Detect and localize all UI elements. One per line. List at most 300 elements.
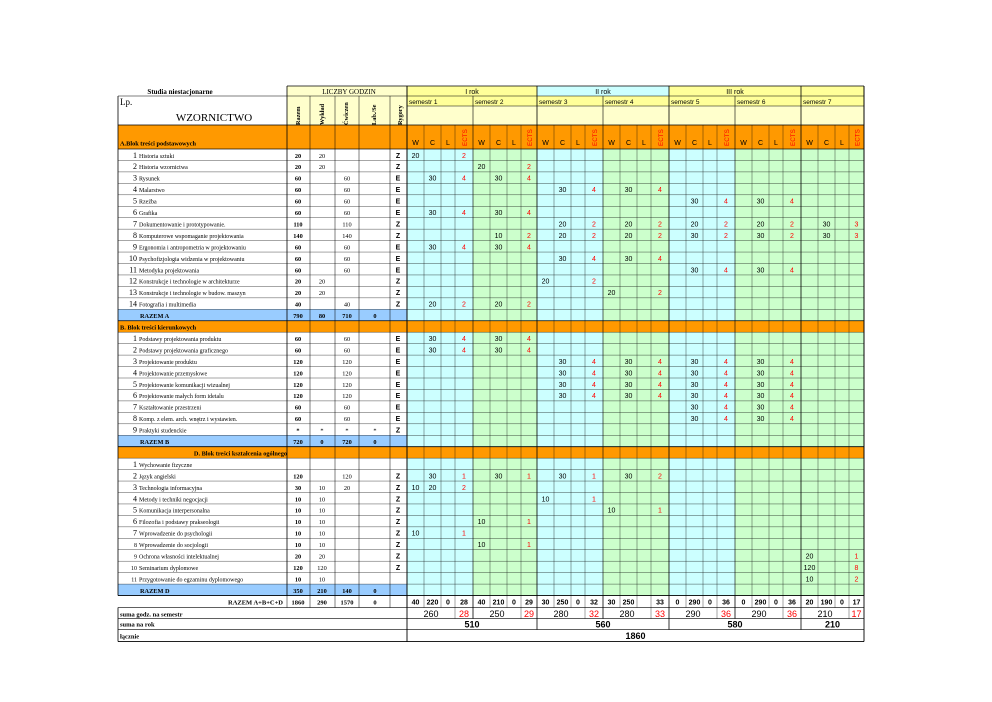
block-total-label: RAZEM A [140, 313, 170, 321]
hours-cell: 30 [494, 335, 503, 343]
hours-value: 10 [294, 530, 302, 538]
semester-total: 17 [852, 599, 861, 607]
rygor-value: Z [395, 232, 401, 240]
hours-value: 60 [343, 187, 351, 195]
hours-value: 110 [293, 221, 303, 229]
ects-value: 2 [527, 301, 531, 309]
rygor-value: E [395, 175, 401, 183]
hours-cell: 120 [803, 564, 816, 572]
hours-value: 20 [318, 278, 326, 286]
hours-value: 60 [343, 198, 351, 206]
block-total-value: 720 [293, 439, 303, 446]
hours-value: 60 [294, 404, 302, 412]
semester-label: semestr 5 [671, 99, 700, 106]
ects-value: 4 [592, 381, 596, 389]
semester-total: 0 [741, 599, 746, 607]
row-number: 6 [133, 517, 137, 527]
hours-value: 60 [343, 244, 351, 252]
semester-total: 250 [556, 599, 569, 607]
semester-ects-sum: 36 [786, 609, 798, 620]
hours-cell: 10 [607, 507, 616, 515]
hours-cell: 30 [624, 393, 633, 401]
row-number: 7 [133, 219, 137, 229]
row-number: 1 [133, 150, 137, 160]
hours-value: 120 [293, 393, 303, 401]
subject-name: Malarstwo [139, 188, 165, 195]
rygor-value: E [395, 393, 401, 401]
hours-cell: 30 [428, 210, 437, 217]
hours-value: 60 [343, 347, 351, 355]
semester-ects-sum: 17 [851, 609, 862, 620]
row-number: 4 [133, 494, 137, 504]
row-number: 1 [133, 459, 137, 469]
ects-value: 1 [658, 507, 662, 515]
block-total-value: 350 [293, 587, 303, 595]
ects-value: 2 [724, 221, 728, 229]
ects-value: 4 [724, 404, 728, 412]
hours-value: 20 [318, 553, 326, 561]
studia-label: Studia niestacjonarne [147, 88, 213, 96]
row-number: 6 [133, 391, 137, 401]
semester-sum: 210 [817, 609, 833, 620]
hours-cell: 30 [624, 370, 633, 378]
ects-value: 8 [854, 564, 859, 572]
hours-value: 60 [294, 267, 302, 275]
hours-cell: 30 [428, 473, 437, 481]
header-spacer [407, 106, 864, 125]
sub-col-label: L [512, 140, 516, 147]
ects-value: 2 [658, 221, 662, 229]
block-total-value: 0 [373, 313, 377, 321]
ects-value: 1 [854, 553, 859, 561]
row-number: 11 [129, 265, 137, 275]
hours-value: 120 [342, 370, 352, 378]
hours-cell: 20 [411, 152, 420, 160]
hours-cell: 30 [558, 187, 567, 195]
sub-col-label: L [446, 140, 450, 147]
sub-col-label: L [774, 140, 778, 147]
ects-value: 1 [462, 473, 466, 481]
subject-name: Ergonomia i antropometria w projektowaniu [139, 245, 246, 252]
ects-value: 4 [592, 255, 596, 263]
row-number: 12 [129, 276, 137, 286]
subject-name: Metodyka projektowania [139, 268, 200, 275]
rygor-value: Z [395, 542, 401, 550]
hours-cell: 30 [690, 381, 699, 389]
row-number: 4 [133, 368, 137, 378]
ects-value: 1 [527, 473, 531, 481]
row-number: 5 [133, 505, 137, 515]
rygor-value: E [395, 358, 401, 366]
row-number: 8 [133, 230, 137, 240]
rygor-value: Z [395, 164, 401, 172]
hours-value: 60 [294, 335, 302, 343]
semester-sum: 280 [553, 609, 569, 620]
per-year-label: suma na rok [120, 621, 155, 629]
ects-value: 4 [527, 175, 531, 183]
rygor-value: E [395, 370, 401, 378]
hours-cell: 20 [624, 232, 633, 240]
hours-value: 120 [293, 564, 303, 572]
ects-value: 2 [462, 301, 466, 309]
row-number: 8 [133, 414, 137, 424]
hours-cell: 30 [558, 473, 567, 481]
hours-value: 10 [318, 542, 326, 550]
rygor-value: E [395, 347, 401, 355]
block-total-label: RAZEM D [140, 587, 170, 595]
hours-cell: 30 [756, 358, 765, 366]
hours-value: 20 [294, 152, 302, 160]
ects-value: 4 [724, 381, 728, 389]
semester-total: 40 [411, 599, 420, 607]
ects-value: 2 [658, 232, 662, 240]
hours-value: * [373, 427, 377, 435]
ects-value: 4 [724, 393, 728, 401]
hours-cell: 20 [624, 221, 633, 229]
hours-value: 20 [318, 164, 326, 172]
hours-value: 120 [293, 381, 303, 389]
hours-cell: 30 [428, 347, 437, 355]
hours-col-label: Rygory [397, 105, 404, 125]
subject-name: Komunikacja interpersonalna [139, 508, 210, 515]
sub-col-label: W [806, 140, 813, 147]
ects-value: 4 [592, 370, 596, 378]
row-number: 3 [133, 356, 137, 366]
hours-cell: 30 [756, 393, 765, 401]
sub-col-label: W [608, 140, 615, 147]
liczby-godzin-label: LICZBY GODZIN [322, 88, 376, 96]
hours-col-label: Ćwiczen [343, 102, 350, 125]
hours-value: * [296, 427, 300, 435]
sub-col-label: W [674, 140, 681, 147]
hours-cell: 20 [477, 164, 486, 172]
subject-name: Historia sztuki [139, 153, 175, 160]
hours-cell: 30 [624, 381, 633, 389]
rygor-value: E [395, 267, 401, 275]
semester-total: 20 [805, 599, 814, 607]
hours-value: 20 [343, 484, 351, 492]
hours-value: 10 [294, 576, 302, 584]
block-title: D. Blok treści kształcenia ogólnego [193, 450, 287, 458]
semester-total: 28 [460, 599, 468, 607]
hours-value: * [345, 427, 349, 435]
ects-value: 2 [527, 232, 531, 240]
block-total-value: 140 [342, 587, 352, 595]
ects-value: 4 [724, 416, 728, 424]
hours-cell: 30 [756, 267, 765, 275]
subject-name: Historia wzornictwa [139, 165, 188, 172]
ects-value: 1 [592, 496, 596, 504]
hours-value: 10 [318, 530, 326, 538]
hours-cell: 30 [690, 198, 699, 206]
semester-sum: 290 [685, 609, 701, 620]
ects-col-label: ECTS [724, 129, 731, 146]
ects-value: 2 [724, 232, 728, 240]
subject-name: Komp. z elem. arch. wnętrz i wystawien. [139, 417, 238, 424]
semester-total: 220 [426, 599, 439, 607]
subject-name: Kształtowanie przestrzeni [139, 405, 202, 412]
hours-cell: 20 [805, 553, 814, 561]
hours-cell: 20 [541, 278, 550, 286]
semester-total: 36 [788, 599, 796, 607]
page-title: WZORNICTWO [175, 112, 253, 124]
ects-col-label: ECTS [592, 129, 599, 146]
hours-value: 20 [294, 553, 302, 561]
year-label: II rok [595, 89, 611, 96]
row-number: 3 [133, 482, 137, 492]
semester-total: 0 [512, 599, 516, 607]
rygor-value: Z [395, 564, 401, 572]
hours-cell: 30 [756, 381, 765, 389]
hours-value: 10 [318, 484, 326, 492]
rygor-value: E [395, 198, 401, 206]
ects-value: 4 [462, 335, 466, 343]
sub-col-label: C [691, 140, 698, 147]
row-number: 14 [129, 299, 137, 309]
hours-value: 60 [294, 198, 302, 206]
hours-value: 60 [343, 210, 351, 217]
hours-cell: 30 [756, 404, 765, 412]
subject-name: Wprowadzenie do socjologii [139, 543, 208, 550]
hours-cell: 30 [690, 404, 699, 412]
row-number: 7 [133, 528, 137, 538]
sub-col-label: L [576, 140, 580, 147]
per-sem-label: suma godz. na semestr [120, 611, 183, 619]
row-number: 8 [134, 543, 137, 550]
rygor-value: Z [395, 519, 401, 527]
rygor-value: Z [395, 221, 401, 229]
ects-value: 4 [658, 370, 662, 378]
hours-value: 10 [318, 576, 326, 584]
ects-value: 1 [527, 519, 531, 527]
hours-value: 20 [294, 164, 302, 172]
hours-value: * [320, 427, 324, 435]
hours-cell: 30 [494, 347, 503, 355]
hours-cell: 30 [428, 335, 437, 343]
rygor-value: E [395, 381, 401, 389]
year-header-blank [801, 86, 864, 96]
hours-cell: 10 [411, 484, 420, 492]
semester-ects-sum: 28 [458, 609, 470, 620]
semester-total: 210 [492, 599, 505, 607]
hours-value: 60 [343, 404, 351, 412]
hours-cell: 30 [494, 473, 503, 481]
sub-col-label: W [412, 140, 419, 147]
hours-value: 120 [342, 358, 352, 366]
block-total-value: 790 [293, 313, 303, 321]
hours-cell: 30 [756, 232, 765, 240]
year-label: III rok [726, 89, 744, 96]
ects-value: 4 [790, 358, 794, 366]
ects-value: 4 [527, 210, 531, 217]
ects-value: 4 [724, 267, 728, 275]
semester-total: 0 [675, 599, 680, 607]
block-title: A.Blok treści podstawowych [120, 140, 196, 148]
hours-cell: 20 [558, 232, 567, 240]
rygor-value: Z [395, 427, 401, 435]
ects-value: 4 [790, 416, 794, 424]
ects-col-label: ECTS [854, 129, 862, 146]
rygor-value: E [395, 335, 401, 343]
rygor-value: E [395, 187, 401, 195]
ects-value: 3 [854, 232, 859, 240]
ects-value: 2 [527, 164, 531, 172]
subject-name: Projektowanie małych form idetalu [139, 394, 224, 401]
hours-cell: 10 [411, 530, 420, 538]
sub-col-label: C [757, 140, 764, 147]
semester-ects-sum: 33 [654, 609, 666, 620]
semester-total: 30 [541, 599, 550, 607]
hours-cell: 20 [756, 221, 765, 229]
hours-cell: 30 [624, 358, 633, 366]
hours-cell: 20 [607, 290, 616, 298]
ects-value: 4 [462, 347, 466, 355]
ects-value: 4 [527, 335, 531, 343]
sub-col-label: W [478, 140, 485, 147]
hours-value: 140 [342, 232, 352, 240]
sub-col-label: L [840, 140, 844, 147]
semester-label: semestr 3 [539, 99, 568, 106]
hours-cell: 30 [756, 416, 765, 424]
hours-value: 60 [294, 244, 302, 252]
hours-cell: 30 [822, 221, 831, 229]
semester-label: semestr 6 [737, 99, 766, 106]
hours-value: 120 [342, 381, 352, 389]
ects-value: 4 [724, 198, 728, 206]
subject-name: Metody i techniki negocjacji [139, 497, 208, 504]
subject-name: Filozofia i podstawy prakseologii [139, 520, 220, 527]
subject-name: Podstawy projektowania produktu [139, 336, 222, 343]
hours-value: 60 [294, 175, 302, 183]
semester-total: 0 [576, 599, 580, 607]
rygor-value: Z [395, 301, 401, 309]
sub-col-label: C [559, 140, 566, 147]
hours-cell: 30 [624, 255, 633, 263]
semester-ects-sum: 36 [720, 609, 732, 620]
hours-cell: 30 [558, 255, 567, 263]
ects-col-label: ECTS [462, 129, 469, 146]
rygor-value: Z [395, 278, 401, 286]
hours-cell: 30 [558, 381, 567, 389]
hours-cell: 20 [428, 484, 437, 492]
ects-value: 2 [592, 232, 596, 240]
hours-value: 120 [293, 358, 303, 366]
hours-value: 120 [293, 370, 303, 378]
hours-cell: 20 [494, 301, 503, 309]
hours-value: 10 [318, 507, 326, 515]
sub-col-label: C [495, 140, 502, 147]
ects-value: 4 [462, 244, 466, 252]
hours-value: 10 [294, 507, 302, 515]
ects-value: 1 [592, 473, 596, 481]
ects-value: 4 [527, 244, 531, 252]
ects-value: 4 [790, 370, 794, 378]
grand-total-label: RAZEM A+B+C+D [228, 599, 283, 607]
ects-value: 2 [790, 221, 794, 229]
subject-name: Psychofizjologia widzenia w projektowaniu [139, 256, 245, 263]
subject-name: Komputerowe wspomaganie projektowania [139, 233, 244, 240]
hours-value: 110 [342, 221, 352, 229]
sub-col-label: L [642, 140, 646, 147]
row-number: 9 [133, 242, 137, 252]
sub-col-label: C [823, 140, 830, 147]
row-number: 9 [134, 554, 137, 561]
hours-value: 60 [294, 416, 302, 424]
ects-value: 4 [790, 381, 794, 389]
semester-total: 33 [656, 599, 664, 607]
hours-value: 60 [294, 210, 302, 217]
subject-name: Rzeźba [139, 199, 157, 206]
ects-value: 4 [724, 370, 728, 378]
year-label: I rok [465, 89, 479, 96]
hours-value: 120 [317, 564, 327, 572]
hours-value: 40 [343, 301, 351, 309]
grand-label: łącznie [120, 633, 140, 641]
hours-value: 10 [294, 496, 302, 504]
semester-sum: 280 [619, 609, 635, 620]
hours-cell: 30 [690, 358, 699, 366]
hours-cell: 30 [690, 267, 699, 275]
row-number: 6 [133, 208, 137, 217]
row-number: 7 [133, 402, 137, 412]
subject-name: Seminarium dyplomowe [139, 565, 199, 572]
year-sum: 580 [727, 619, 743, 630]
hours-value: 40 [294, 301, 302, 309]
subject-name: Ochrona własności intelektualnej [139, 554, 219, 561]
block-total-value: 80 [318, 313, 326, 321]
rygor-value: E [395, 210, 401, 217]
rygor-value: E [395, 404, 401, 412]
hours-cell: 10 [805, 576, 814, 584]
hours-cell: 10 [477, 519, 486, 527]
rygor-value: E [395, 255, 401, 263]
semester-total: 0 [840, 599, 844, 607]
ects-value: 4 [724, 358, 728, 366]
ects-value: 2 [658, 290, 662, 298]
hours-cell: 30 [494, 175, 503, 183]
hours-value: 120 [293, 473, 303, 481]
ects-value: 2 [658, 473, 662, 481]
ects-value: 4 [658, 393, 662, 401]
ects-value: 2 [854, 576, 859, 584]
semester-total: 0 [708, 599, 712, 607]
block-total-value: 0 [373, 587, 377, 595]
subject-name: Technologia informacyjna [139, 485, 203, 492]
hours-cell: 30 [756, 198, 765, 206]
hours-value: 60 [343, 416, 351, 424]
hours-value: 60 [343, 335, 351, 343]
ects-value: 4 [592, 358, 596, 366]
ects-col-label: ECTS [527, 129, 534, 146]
row-number: 2 [133, 162, 137, 172]
grand-total-value: 1570 [340, 599, 354, 607]
row-number: 10 [131, 565, 137, 572]
rygor-value: Z [395, 152, 401, 160]
hours-value: 60 [343, 267, 351, 275]
ects-value: 4 [462, 210, 466, 217]
grand-total-value: 0 [373, 599, 377, 607]
semester-ects-sum: 32 [588, 609, 600, 620]
subject-name: Wprowadzenie do psychologii [139, 531, 213, 538]
subject-name: Rysunek [139, 176, 160, 183]
ects-value: 4 [658, 187, 662, 195]
semester-total: 190 [820, 599, 833, 607]
rygor-value: Z [395, 496, 401, 504]
ects-value: 1 [462, 530, 466, 538]
hours-value: 20 [318, 290, 326, 298]
row-number: 2 [133, 345, 137, 355]
sub-col-label: C [429, 140, 436, 147]
